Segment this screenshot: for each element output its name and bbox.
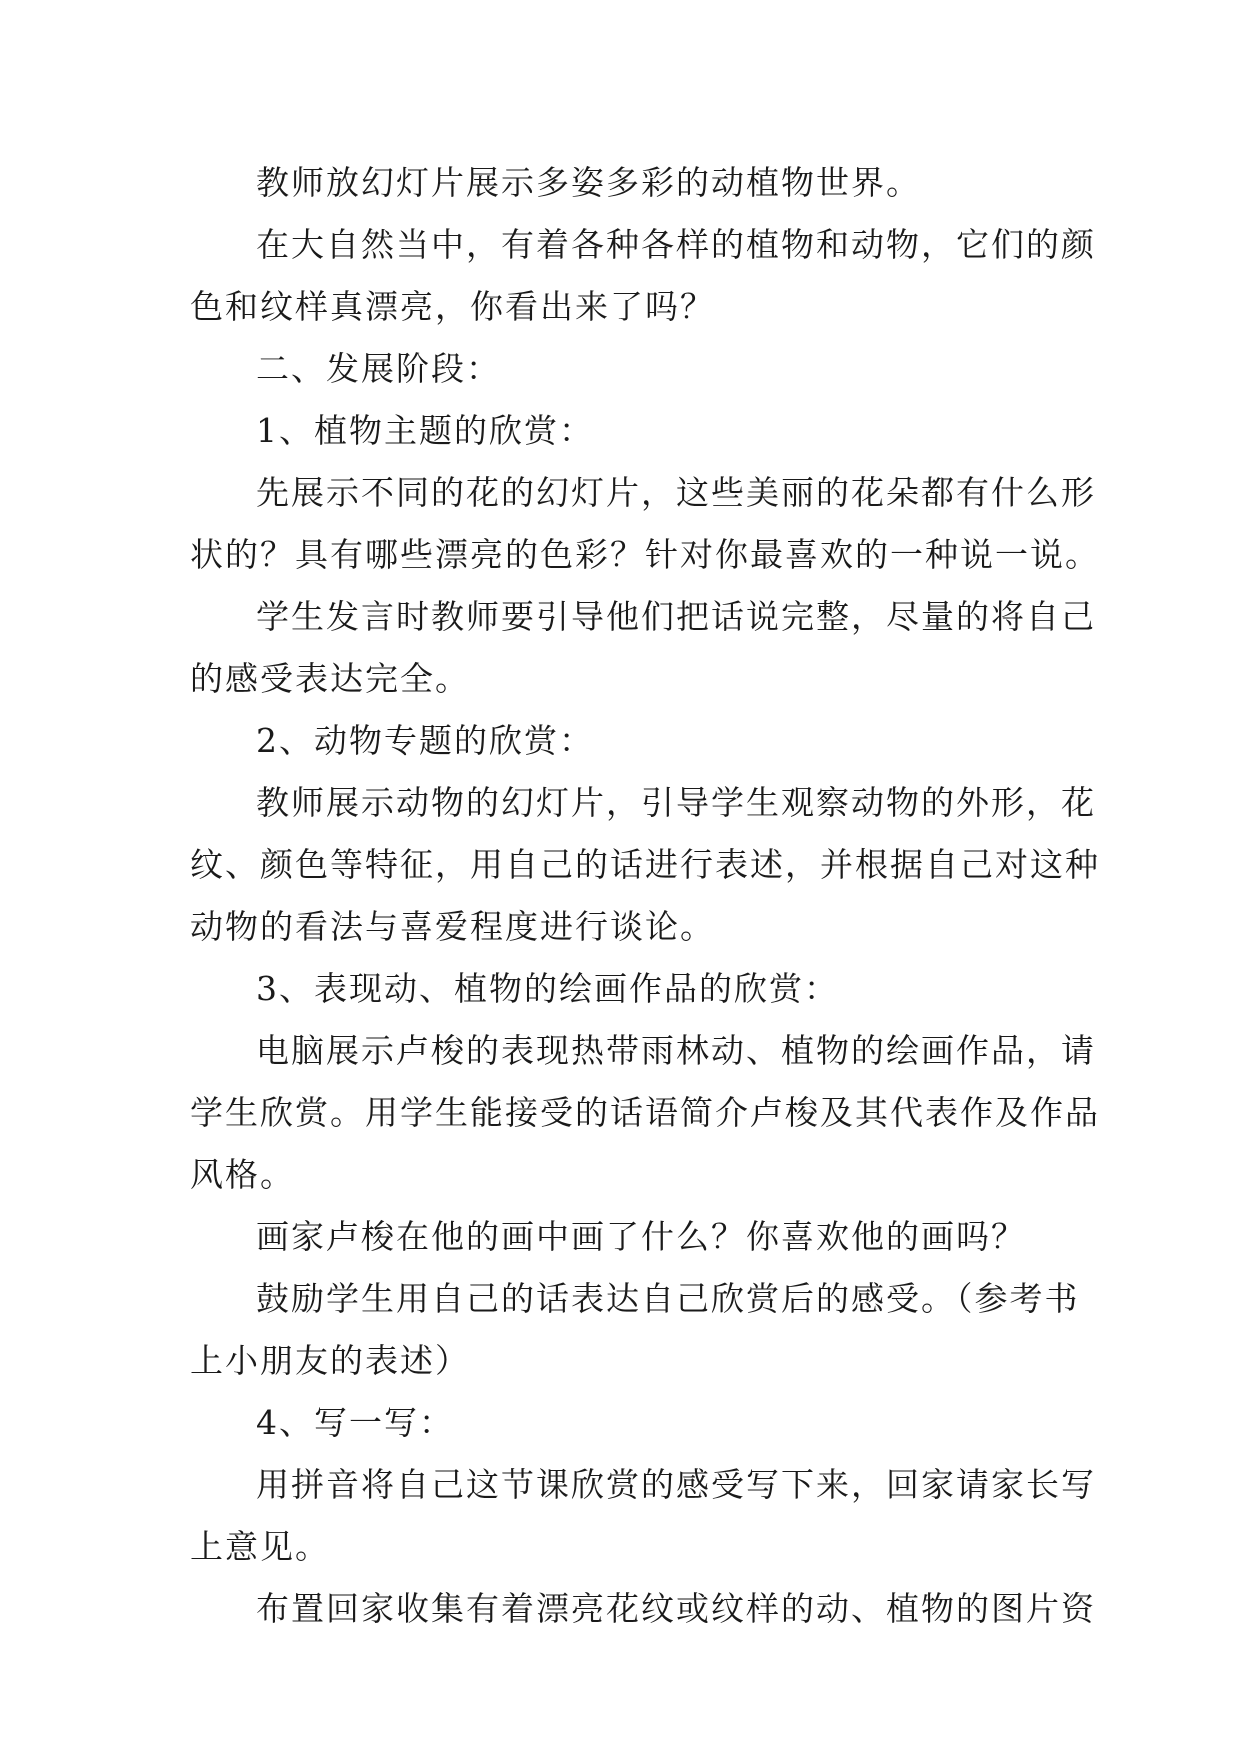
paragraph [190,1268,1080,1392]
paragraph [190,152,1070,214]
text-line: 教师放幻灯片展示多姿多彩的动植物世界。 [256,163,921,202]
text-line: 上小朋友的表述） [190,1341,470,1380]
paragraph [190,1578,1096,1640]
paragraph [190,772,1100,958]
text-line: 教师展示动物的幻灯片，引导学生观察动物的外形，花 [256,783,1096,822]
text-line: 色和纹样真漂亮，你看出来了吗？ [190,287,715,326]
text-line: 布置回家收集有着漂亮花纹或纹样的动、植物的图片资 [256,1589,1096,1628]
paragraph [190,400,1070,462]
text-line: 3、表现动、植物的绘画作品的欣赏： [256,969,839,1008]
paragraph [190,710,1070,772]
text-line: 动物的看法与喜爱程度进行谈论。 [190,907,715,946]
text-line: 鼓励学生用自己的话表达自己欣赏后的感受。（参考书 [256,1279,1080,1318]
text-line: 学生发言时教师要引导他们把话说完整，尽量的将自己 [256,597,1096,636]
text-line: 4、写一写： [256,1403,454,1442]
paragraph [190,1392,1070,1454]
text-line: 先展示不同的花的幻灯片，这些美丽的花朵都有什么形 [256,473,1096,512]
paragraph [190,1454,1096,1578]
paragraph [190,338,1070,400]
paragraph [190,462,1100,586]
text-line: 状的？具有哪些漂亮的色彩？针对你最喜欢的一种说一说。 [190,535,1100,574]
text-line: 纹、颜色等特征，用自己的话进行表述，并根据自己对这种 [190,845,1100,884]
text-line: 2、动物专题的欣赏： [256,721,594,760]
text-line: 在大自然当中，有着各种各样的植物和动物，它们的颜 [256,225,1096,264]
text-line: 画家卢梭在他的画中画了什么？你喜欢他的画吗？ [256,1217,1026,1256]
paragraph [190,1020,1100,1206]
text-line: 电脑展示卢梭的表现热带雨林动、植物的绘画作品，请 [256,1031,1096,1070]
text-line: 上意见。 [190,1527,330,1566]
text-line: 用拼音将自己这节课欣赏的感受写下来，回家请家长写 [256,1465,1096,1504]
paragraph [190,586,1096,710]
text-line: 二、发展阶段： [256,349,501,388]
text-line: 学生欣赏。用学生能接受的话语简介卢梭及其代表作及作品 [190,1093,1100,1132]
paragraph [190,958,1070,1020]
text-line: 风格。 [190,1155,295,1194]
paragraph [190,214,1096,338]
text-line: 1、植物主题的欣赏： [256,411,594,450]
paragraph [190,1206,1070,1268]
text-line: 的感受表达完全。 [190,659,470,698]
